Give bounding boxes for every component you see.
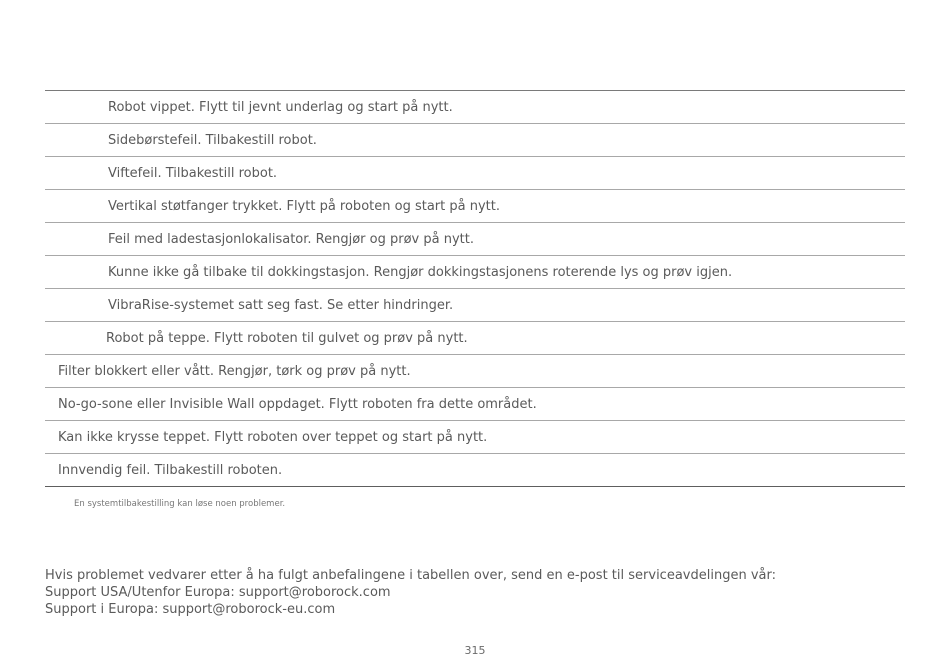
page-number: 315 [464,644,486,657]
contact-support-usa: Support USA/Utenfor Europa: support@roborock.com [45,585,391,600]
error-table [45,90,905,487]
error-message: Kunne ikke gå tilbake til dokkingstasjon. Rengjør dokkingstasjonens roterende lys og prøv igjen. [108,265,733,280]
error-message: Sidebørstefeil. Tilbakestill robot. [108,133,317,148]
contact-intro: Hvis problemet vedvarer etter å ha fulgt anbefalingene i tabellen over, send en e-post til serviceavdelingen vår: [45,568,776,583]
footnote: En systemtilbakestilling kan løse noen problemer. [74,499,286,509]
error-message: Filter blokkert eller vått. Rengjør, tørk og prøv på nytt. [58,364,411,379]
error-message: Innvendig feil. Tilbakestill roboten. [58,463,283,478]
table-row [45,388,905,421]
table-row [45,256,905,289]
error-message: Vertikal støtfanger trykket. Flytt på roboten og start på nytt. [108,199,500,214]
table-row [45,124,905,157]
contact-info [45,567,776,618]
error-message: Feil med ladestasjonlokalisator. Rengjør og prøv på nytt. [108,232,474,247]
error-message: VibraRise-systemet satt seg fast. Se etter hindringer. [108,298,454,313]
contact-support-europe: Support i Europa: support@roborock-eu.com [45,602,336,617]
table-row [45,91,905,124]
table-row [45,355,905,388]
table-row [45,190,905,223]
table-row [45,322,905,355]
error-message: Viftefeil. Tilbakestill robot. [108,166,278,181]
error-message: Robot vippet. Flytt til jevnt underlag og start på nytt. [108,100,453,115]
table-row [45,421,905,454]
table-row [45,454,905,487]
table-row [45,289,905,322]
table-row [45,157,905,190]
error-message: No-go-sone eller Invisible Wall oppdaget. Flytt roboten fra dette området. [58,397,537,412]
error-message: Robot på teppe. Flytt roboten til gulvet og prøv på nytt. [106,331,468,346]
error-message: Kan ikke krysse teppet. Flytt roboten over teppet og start på nytt. [58,430,488,445]
table-row [45,223,905,256]
